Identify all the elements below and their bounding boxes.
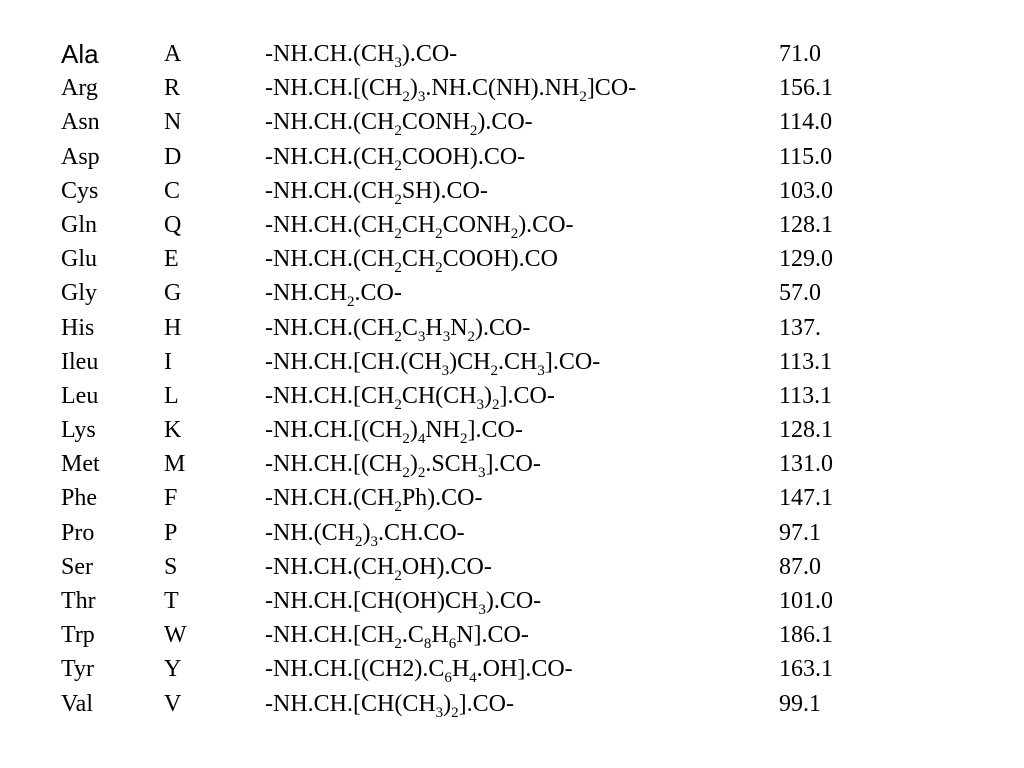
formula-text: ): [362, 519, 371, 546]
formula-subscript: 2: [467, 328, 476, 345]
formula-subscript: 8: [423, 636, 432, 653]
formula-subscript: 3: [435, 704, 444, 721]
formula-text: COOH).CO-: [401, 143, 526, 170]
residue-mass: 97.1: [779, 519, 821, 546]
formula-subscript: 6: [444, 670, 452, 687]
formula-subscript: 2: [451, 704, 459, 721]
residue-mass: 114.0: [779, 109, 833, 136]
table-row: [61, 584, 961, 618]
residue-mass: 71.0: [779, 41, 821, 67]
residue-mass: 115.0: [779, 143, 833, 170]
formula-subscript: 4: [469, 670, 477, 687]
residue-mass: 129.0: [779, 246, 833, 273]
formula-text: -NH.CH.[CH: [265, 382, 395, 409]
formula-text: OH).CO-: [401, 553, 492, 580]
formula-text: -NH.CH.[CH(CH: [265, 690, 436, 717]
formula-subscript: 2: [492, 396, 500, 413]
residue-abbreviation: Phe: [61, 485, 97, 512]
table-row: [61, 208, 961, 242]
formula-text: CH(CH: [401, 382, 477, 409]
residue-one-letter-code: N: [164, 109, 182, 136]
residue-abbreviation: Cys: [61, 177, 99, 204]
residue-formula: [265, 687, 514, 721]
table-row: [61, 652, 961, 686]
formula-text: -NH.CH.(CH: [265, 177, 395, 204]
formula-subscript: 3: [394, 55, 402, 71]
formula-subscript: 4: [417, 431, 426, 448]
table-row: [61, 242, 961, 276]
formula-text: C: [401, 314, 418, 341]
formula-text: -NH.CH.(CH: [265, 485, 395, 512]
formula-subscript: 3: [441, 362, 450, 379]
residue-formula: [265, 174, 488, 208]
residue-abbreviation: Gln: [61, 211, 97, 238]
formula-subscript: 2: [394, 328, 402, 345]
formula-text: ).CO-: [475, 314, 531, 341]
residue-abbreviation: Asn: [61, 109, 100, 136]
formula-text: SH).CO-: [401, 177, 488, 204]
residue-mass: 128.1: [779, 211, 833, 238]
formula-subscript: 2: [394, 567, 402, 584]
formula-text: -NH.CH.(CH: [265, 143, 395, 170]
residue-one-letter-code: F: [164, 485, 178, 512]
residue-abbreviation: Met: [61, 451, 100, 478]
residue-one-letter-code: K: [164, 417, 182, 444]
formula-subscript: 6: [448, 636, 457, 653]
residue-one-letter-code: C: [164, 177, 181, 204]
formula-text: ): [409, 417, 418, 444]
residue-mass: 156.1: [779, 75, 833, 102]
formula-text: CH: [401, 246, 436, 273]
formula-subscript: 2: [579, 89, 587, 106]
amino-acid-residue-table: [61, 37, 961, 721]
residue-one-letter-code: V: [164, 690, 182, 717]
formula-text: .CO-: [354, 280, 402, 307]
formula-text: -NH.CH.[CH(OH)CH: [265, 588, 479, 614]
residue-abbreviation: Asp: [61, 143, 100, 170]
residue-mass: 113.1: [779, 382, 833, 409]
residue-one-letter-code: L: [164, 382, 179, 409]
formula-subscript: 3: [417, 89, 426, 106]
residue-mass: 131.0: [779, 451, 833, 478]
formula-text: ].CO-: [485, 451, 541, 478]
formula-subscript: 2: [355, 533, 363, 550]
residue-one-letter-code: H: [164, 314, 182, 341]
residue-formula: [265, 447, 541, 481]
formula-text: ).CO-: [477, 109, 533, 136]
residue-abbreviation: Leu: [61, 382, 99, 409]
residue-mass: 163.1: [779, 656, 833, 683]
formula-text: COOH).CO: [442, 246, 559, 273]
formula-text: ).CO-: [485, 588, 542, 614]
formula-subscript: 2: [394, 499, 402, 516]
formula-subscript: 2: [435, 260, 443, 277]
residue-mass: 128.1: [779, 417, 833, 444]
formula-text: ].CO-: [544, 348, 601, 375]
formula-text: ): [409, 75, 418, 102]
residue-abbreviation: Ser: [61, 553, 93, 580]
formula-text: ): [409, 451, 418, 478]
table-row: [61, 481, 961, 515]
formula-text: ): [443, 690, 452, 717]
formula-text: -NH.(CH: [265, 519, 355, 546]
formula-subscript: 2: [394, 157, 402, 174]
residue-abbreviation: Tyr: [61, 656, 94, 683]
residue-formula: [265, 516, 465, 550]
residue-formula: [265, 652, 573, 686]
formula-text: ).CO-: [518, 211, 574, 238]
formula-text: N].CO-: [456, 622, 529, 649]
formula-subscript: 3: [370, 533, 378, 550]
table-row: [61, 71, 961, 105]
formula-text: -NH.CH: [265, 280, 347, 307]
formula-text: -NH.CH.[(CH: [265, 75, 403, 102]
formula-subscript: 2: [394, 123, 402, 140]
residue-abbreviation: Glu: [61, 246, 97, 273]
formula-text: N: [450, 314, 468, 341]
residue-one-letter-code: M: [164, 451, 186, 478]
residue-abbreviation: Thr: [61, 588, 96, 614]
formula-text: .OH].CO-: [476, 656, 573, 683]
table-row: [61, 413, 961, 447]
residue-one-letter-code: W: [164, 622, 187, 649]
residue-one-letter-code: D: [164, 143, 182, 170]
residue-one-letter-code: Y: [164, 656, 182, 683]
table-row: [61, 37, 961, 71]
residue-mass: 57.0: [779, 280, 821, 307]
formula-text: -NH.CH.[CH: [265, 622, 395, 649]
residue-formula: [265, 618, 529, 652]
table-row: [61, 345, 961, 379]
residue-formula: [265, 584, 541, 618]
formula-text: -NH.CH.(CH: [265, 553, 395, 580]
formula-subscript: 2: [460, 431, 468, 448]
formula-subscript: 2: [402, 89, 410, 106]
formula-subscript: 2: [402, 465, 410, 482]
formula-text: .CH: [498, 348, 538, 375]
formula-subscript: 2: [394, 260, 402, 277]
formula-subscript: 3: [417, 328, 426, 345]
formula-text: -NH.CH.(CH: [265, 314, 395, 341]
table-row: [61, 311, 961, 345]
formula-text: -NH.CH.[(CH: [265, 417, 403, 444]
formula-text: .SCH: [425, 451, 479, 478]
residue-mass: 137.: [779, 314, 821, 341]
residue-mass: 147.1: [779, 485, 833, 512]
residue-mass: 99.1: [779, 690, 821, 717]
residue-formula: [265, 413, 523, 447]
formula-subscript: 2: [347, 294, 355, 311]
formula-text: )CH: [449, 348, 491, 375]
residue-formula: [265, 345, 600, 379]
residue-mass: 113.1: [779, 348, 833, 375]
residue-one-letter-code: P: [164, 519, 178, 546]
formula-text: ].CO-: [499, 382, 555, 409]
formula-text: ): [484, 382, 492, 409]
formula-subscript: 2: [435, 225, 443, 242]
residue-abbreviation: Gly: [61, 280, 97, 307]
residue-one-letter-code: A: [164, 41, 182, 67]
formula-text: .C: [401, 622, 424, 649]
formula-text: -NH.CH.[(CH: [265, 451, 403, 478]
formula-subscript: 3: [537, 362, 545, 379]
formula-text: .NH.C(NH).NH: [425, 75, 580, 102]
residue-one-letter-code: R: [164, 75, 181, 102]
formula-text: H: [425, 314, 443, 341]
residue-one-letter-code: Q: [164, 211, 182, 238]
residue-one-letter-code: S: [164, 553, 178, 580]
formula-text: -NH.CH.(CH: [265, 211, 395, 238]
residue-mass: 186.1: [779, 622, 833, 649]
formula-text: H: [431, 622, 449, 649]
residue-formula: [265, 105, 533, 139]
table-row: [61, 516, 961, 550]
formula-text: H: [451, 656, 470, 683]
residue-one-letter-code: I: [164, 348, 172, 375]
formula-text: CONH: [442, 211, 511, 238]
table-row: [61, 276, 961, 310]
residue-formula: [265, 311, 530, 345]
formula-subscript: 2: [417, 465, 426, 482]
formula-text: ).CO-: [401, 41, 458, 67]
formula-text: -NH.CH.[CH.(CH: [265, 348, 442, 375]
residue-one-letter-code: E: [164, 246, 179, 273]
table-row: [61, 140, 961, 174]
residue-formula: [265, 37, 457, 71]
residue-formula: [265, 550, 492, 584]
table-row: [61, 447, 961, 481]
table-row: [61, 687, 961, 721]
formula-text: Ph).CO-: [401, 485, 483, 512]
table-row: [61, 618, 961, 652]
residue-formula: [265, 140, 525, 174]
residue-one-letter-code: T: [164, 588, 179, 614]
formula-text: -NH.CH.[(CH2).C: [265, 656, 445, 683]
formula-subscript: 2: [510, 225, 519, 242]
residue-formula: [265, 276, 402, 310]
residue-abbreviation: His: [61, 314, 95, 341]
residue-abbreviation: Trp: [61, 622, 95, 649]
residue-mass: 103.0: [779, 177, 833, 204]
formula-text: CONH: [401, 109, 470, 136]
table-row: [61, 105, 961, 139]
residue-abbreviation: Val: [61, 690, 93, 717]
formula-subscript: 2: [394, 191, 402, 208]
formula-subscript: 2: [469, 123, 478, 140]
formula-text: ].CO-: [458, 690, 514, 717]
table-row: [61, 550, 961, 584]
table-row: [61, 174, 961, 208]
residue-formula: [265, 208, 574, 242]
residue-abbreviation: Pro: [61, 519, 95, 546]
formula-subscript: 2: [394, 636, 402, 653]
formula-subscript: 3: [478, 465, 486, 482]
formula-text: .CH.CO-: [378, 519, 465, 546]
formula-subscript: 3: [476, 396, 484, 413]
residue-abbreviation: Ala: [61, 39, 99, 69]
formula-text: -NH.CH.(CH: [265, 41, 395, 67]
formula-text: ]CO-: [586, 75, 637, 102]
formula-subscript: 2: [394, 225, 402, 242]
residue-abbreviation: Arg: [61, 75, 98, 102]
formula-text: -NH.CH.(CH: [265, 246, 395, 273]
table-row: [61, 379, 961, 413]
residue-formula: [265, 379, 555, 413]
formula-subscript: 3: [478, 602, 486, 618]
formula-subscript: 3: [442, 328, 451, 345]
formula-subscript: 2: [394, 396, 402, 413]
residue-formula: [265, 481, 483, 515]
residue-abbreviation: Lys: [61, 417, 96, 444]
formula-subscript: 2: [490, 362, 499, 379]
formula-text: CH: [401, 211, 436, 238]
formula-text: ].CO-: [467, 417, 523, 444]
residue-abbreviation: Ileu: [61, 348, 99, 375]
residue-one-letter-code: G: [164, 280, 182, 307]
residue-mass: 87.0: [779, 553, 821, 580]
formula-subscript: 2: [402, 431, 410, 448]
formula-text: -NH.CH.(CH: [265, 109, 395, 136]
residue-mass: 101.0: [779, 588, 833, 614]
formula-text: NH: [425, 417, 460, 444]
residue-formula: [265, 242, 558, 276]
residue-formula: [265, 71, 636, 105]
